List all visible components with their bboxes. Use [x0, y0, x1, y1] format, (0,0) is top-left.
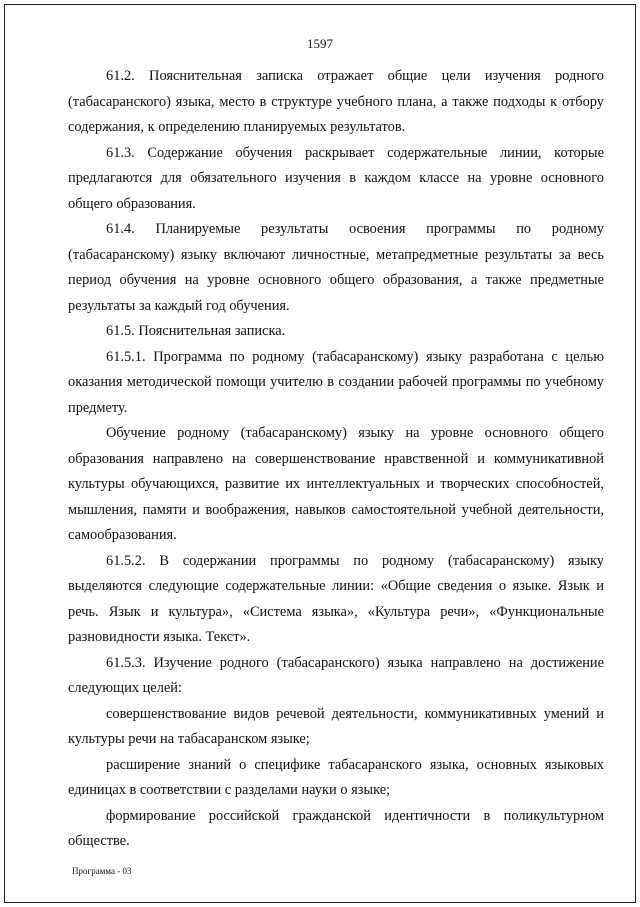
document-body — [68, 64, 604, 855]
paragraph-61-5-1: 61.5.1. Программа по родному (табасаранскому) языку разработана с целью оказания методической помощи учителю в создании рабочей программы по учебному предмету. — [68, 348, 604, 416]
paragraph-61-2: 61.2. Пояснительная записка отражает общие цели изучения родного (табасаранского) языка, место в структуре учебного плана, а также подходы к отбору содержания, к определению планируемых результатов. — [68, 68, 604, 135]
goal-item: расширение знаний о специфике табасаранского языка, основных языковых единицах в соответствии с разделами науки о языке; — [68, 756, 604, 798]
goal-item: формирование российской гражданской идентичности в поликультурном обществе. — [68, 807, 604, 849]
paragraph-61-4: 61.4. Планируемые результаты освоения программы по родному (табасаранскому) языку включают личностные, метапредметные результаты за весь период обучения на уровне основного общего образования, а также предметные результаты за каждый год обучения. — [68, 221, 604, 314]
paragraph-61-5-2: 61.5.2. В содержании программы по родному (табасаранскому) языку выделяются следующие содержательные линии: «Общие сведения о языке. Язык и речь. Язык и культура», «Система языка», «Культура речи», «Функциональные разновидности языка. Текст». — [68, 552, 604, 645]
paragraph-education-goal: Обучение родному (табасаранскому) языку на уровне основного общего образования направлено на совершенствование нравственной и коммуникативной культуры обучающихся, развитие их интеллектуальных и творческих способностей, мышления, памяти и воображения, навыков самостоятельной учебной деятельности, самообразования. — [68, 425, 604, 543]
paragraph-61-3: 61.3. Содержание обучения раскрывает содержательные линии, которые предлагаются для обязательного изучения в каждом классе на уровне основного общего образования. — [68, 144, 604, 212]
footer-label: Программа - 03 — [72, 866, 132, 876]
paragraph-61-5-3: 61.5.3. Изучение родного (табасаранского) языка направлено на достижение следующих целей: — [68, 654, 604, 696]
goal-item: совершенствование видов речевой деятельности, коммуникативных умений и культуры речи на табасаранском языке; — [68, 705, 604, 747]
paragraph-61-5: 61.5. Пояснительная записка. — [106, 323, 286, 339]
page-number: 1597 — [307, 36, 333, 51]
